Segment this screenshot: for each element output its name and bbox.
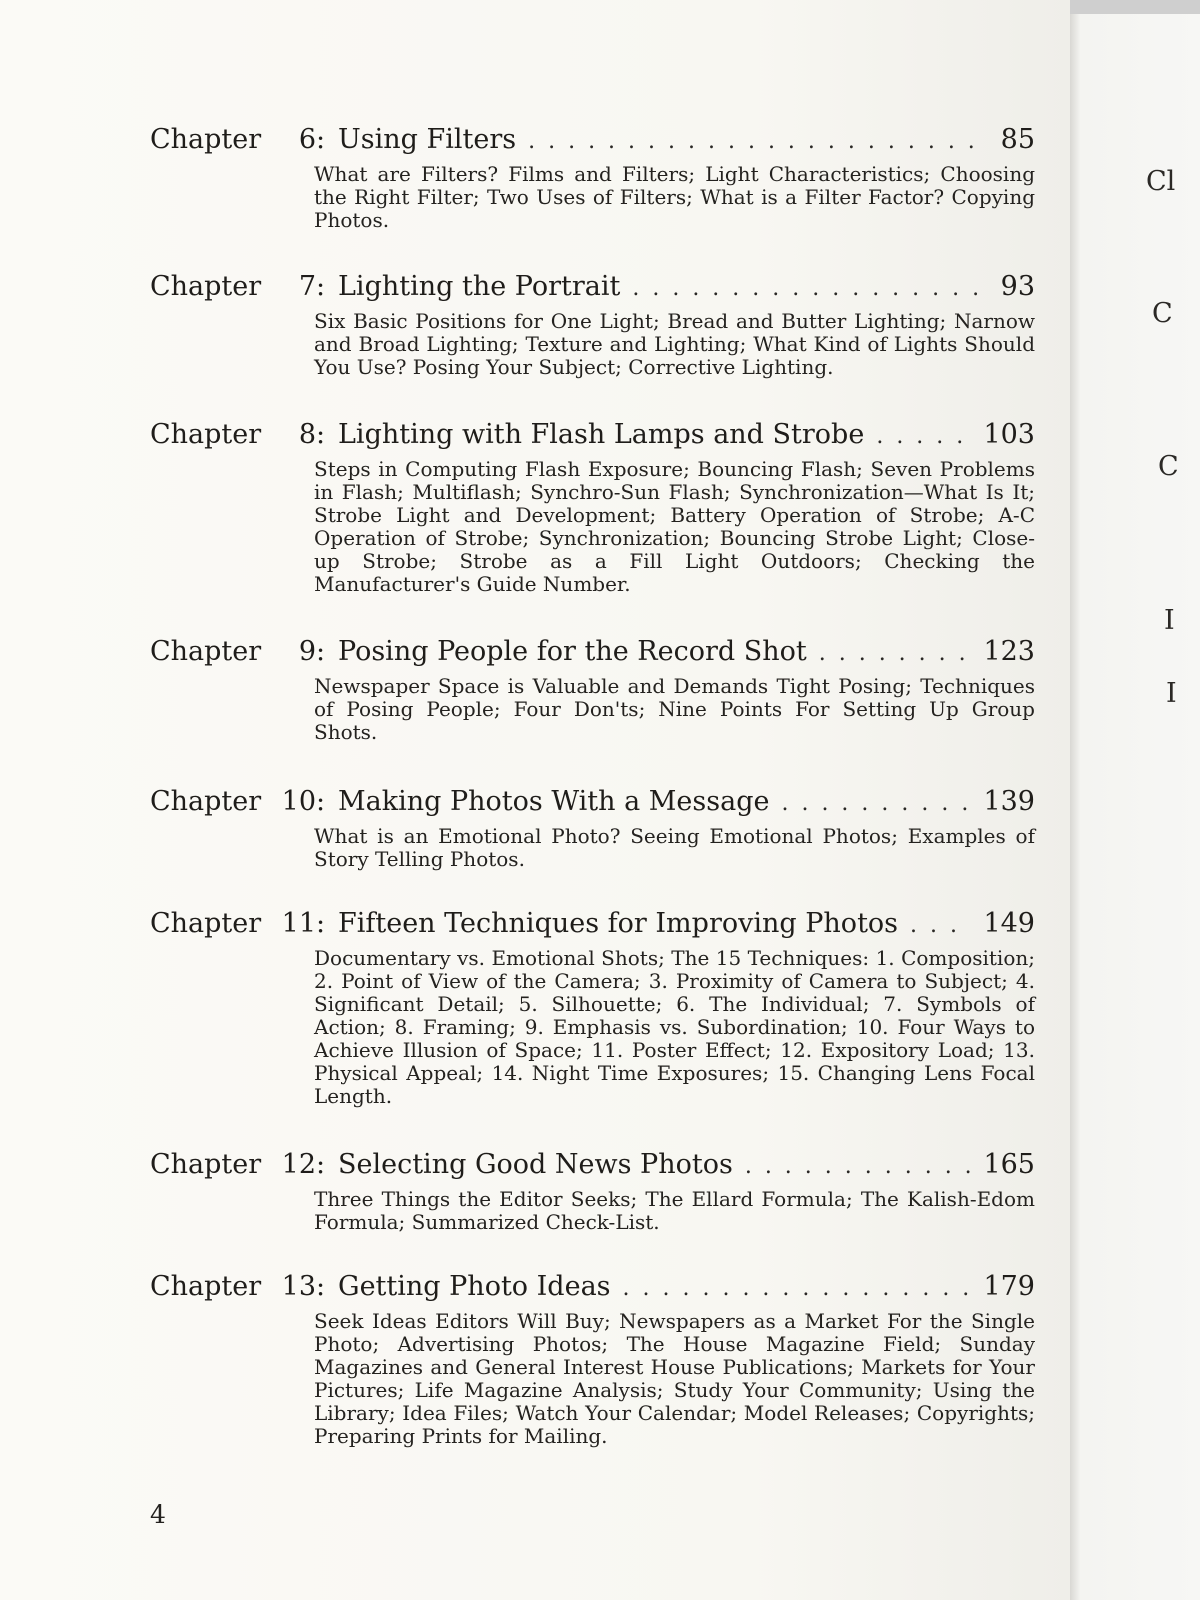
chapter-heading bbox=[150, 1148, 1035, 1184]
chapter-number: 13 bbox=[281, 1271, 316, 1302]
chapter-heading bbox=[150, 270, 1035, 306]
chapter-colon: : bbox=[316, 1271, 326, 1302]
chapter-description: Steps in Computing Flash Exposure; Bouncing Flash; Seven Problems in Flash; Multiflash; Synchro-Sun Flash; Synchronization—What Is It; Strobe Light and Development; Battery Operation of Strobe; A-C Operation of Strobe; Synchronization; Bouncing Strobe Light; Close-up Strobe; Strobe as a Fill Light Outdoors; Checking the Manufacturer's Guide Number. bbox=[314, 457, 1035, 596]
chapter-colon: : bbox=[316, 271, 326, 302]
chapter-heading bbox=[150, 785, 1035, 821]
chapter-label: Chapter bbox=[150, 1149, 262, 1180]
chapter-colon: : bbox=[316, 636, 326, 667]
dot-leader bbox=[623, 1272, 972, 1306]
chapter-title: Getting Photo Ideas bbox=[338, 1271, 611, 1302]
chapter-description: What are Filters? Films and Filters; Light Characteristics; Choosing the Right Filter; Two Uses of Filters; What is a Filter Factor? Copying Photos. bbox=[314, 162, 1035, 232]
chapter-heading bbox=[150, 635, 1035, 671]
chapter-entry-13 bbox=[150, 1270, 1035, 1448]
chapter-page-number: 123 bbox=[983, 636, 1035, 667]
chapter-heading bbox=[150, 907, 1035, 943]
chapter-description: Seek Ideas Editors Will Buy; Newspapers as a Market For the Single Photo; Advertising Photos; The House Magazine Field; Sunday Magazines and General Interest House Publications; Markets for Your Pictures; Life Magazine Analysis; Study Your Community; Using the Library; Idea Files; Watch Your Calendar; Model Releases; Copyrights; Preparing Prints for Mailing. bbox=[314, 1309, 1035, 1448]
chapter-entry-12 bbox=[150, 1148, 1035, 1234]
chapter-number: 9 bbox=[298, 636, 316, 667]
chapter-description: What is an Emotional Photo? Seeing Emotional Photos; Examples of Story Telling Photos. bbox=[314, 824, 1035, 871]
page-number: 4 bbox=[150, 1500, 166, 1529]
dot-leader bbox=[745, 1150, 972, 1184]
chapter-colon: : bbox=[316, 908, 326, 939]
chapter-page-number: 103 bbox=[983, 419, 1035, 450]
chapter-page-number: 165 bbox=[983, 1149, 1035, 1180]
dot-leader bbox=[528, 125, 983, 159]
chapter-entry-6 bbox=[150, 123, 1035, 232]
dot-leader bbox=[819, 637, 972, 671]
chapter-colon: : bbox=[316, 419, 326, 450]
chapter-number: 10 bbox=[281, 786, 316, 817]
chapter-page-number: 85 bbox=[1000, 124, 1035, 155]
chapter-colon: : bbox=[316, 1149, 326, 1180]
dot-leader bbox=[781, 787, 971, 821]
chapter-label: Chapter bbox=[150, 908, 262, 939]
chapter-colon: : bbox=[316, 124, 326, 155]
page-shadow-strip bbox=[1070, 0, 1200, 14]
chapter-page-number: 179 bbox=[983, 1271, 1035, 1302]
chapter-label: Chapter bbox=[150, 271, 262, 302]
chapter-page-number: 93 bbox=[1000, 271, 1035, 302]
chapter-number: 12 bbox=[281, 1149, 316, 1180]
facing-page-letter: C bbox=[1152, 298, 1173, 329]
chapter-number: 7 bbox=[298, 271, 316, 302]
chapter-label: Chapter bbox=[150, 636, 262, 667]
chapter-number: 11 bbox=[281, 908, 316, 939]
dot-leader bbox=[910, 909, 971, 943]
chapter-title: Lighting the Portrait bbox=[338, 271, 621, 302]
facing-page-letter: I bbox=[1164, 605, 1175, 636]
chapter-title: Selecting Good News Photos bbox=[338, 1149, 733, 1180]
chapter-entry-8 bbox=[150, 418, 1035, 596]
facing-page-letter: I bbox=[1166, 678, 1177, 709]
dot-leader bbox=[632, 272, 983, 306]
chapter-label: Chapter bbox=[150, 124, 262, 155]
chapter-entry-7 bbox=[150, 270, 1035, 379]
chapter-page-number: 149 bbox=[983, 908, 1035, 939]
chapter-title: Making Photos With a Message bbox=[338, 786, 770, 817]
chapter-colon: : bbox=[316, 786, 326, 817]
chapter-description: Six Basic Positions for One Light; Bread and Butter Lighting; Narnow and Broad Lighting; Texture and Lighting; What Kind of Lights Should You Use? Posing Your Subject; Corrective Lighting. bbox=[314, 309, 1035, 379]
dot-leader bbox=[876, 420, 971, 454]
facing-page-edge bbox=[1070, 0, 1200, 1600]
chapter-description: Three Things the Editor Seeks; The Ellard Formula; The Kalish-Edom Formula; Summarized Check-List. bbox=[314, 1187, 1035, 1234]
chapter-description: Documentary vs. Emotional Shots; The 15 Techniques: 1. Composition; 2. Point of View of the Camera; 3. Proximity of Camera to Subject; 4. Significant Detail; 5. Silhouette; 6. The Individual; 7. Symbols of Action; 8. Framing; 9. Emphasis vs. Subordination; 10. Four Ways to Achieve Illusion of Space; 11. Poster Effect; 12. Expository Load; 13. Physical Appeal; 14. Night Time Exposures; 15. Changing Lens Focal Length. bbox=[314, 946, 1035, 1108]
chapter-title: Fifteen Techniques for Improving Photos bbox=[338, 908, 899, 939]
chapter-title: Using Filters bbox=[338, 124, 517, 155]
chapter-entry-11 bbox=[150, 907, 1035, 1108]
chapter-entry-10 bbox=[150, 785, 1035, 871]
chapter-heading bbox=[150, 418, 1035, 454]
facing-page-letter: Cl bbox=[1146, 166, 1176, 197]
chapter-label: Chapter bbox=[150, 1271, 262, 1302]
chapter-heading bbox=[150, 123, 1035, 159]
chapter-heading bbox=[150, 1270, 1035, 1306]
chapter-title: Lighting with Flash Lamps and Strobe bbox=[338, 419, 865, 450]
chapter-entry-9 bbox=[150, 635, 1035, 744]
chapter-title: Posing People for the Record Shot bbox=[338, 636, 807, 667]
chapter-label: Chapter bbox=[150, 419, 262, 450]
chapter-description: Newspaper Space is Valuable and Demands Tight Posing; Techniques of Posing People; Four Don'ts; Nine Points For Setting Up Group Shots. bbox=[314, 674, 1035, 744]
chapter-label: Chapter bbox=[150, 786, 262, 817]
facing-page-letter: C bbox=[1158, 451, 1179, 482]
chapter-number: 8 bbox=[298, 419, 316, 450]
chapter-number: 6 bbox=[298, 124, 316, 155]
chapter-page-number: 139 bbox=[983, 786, 1035, 817]
